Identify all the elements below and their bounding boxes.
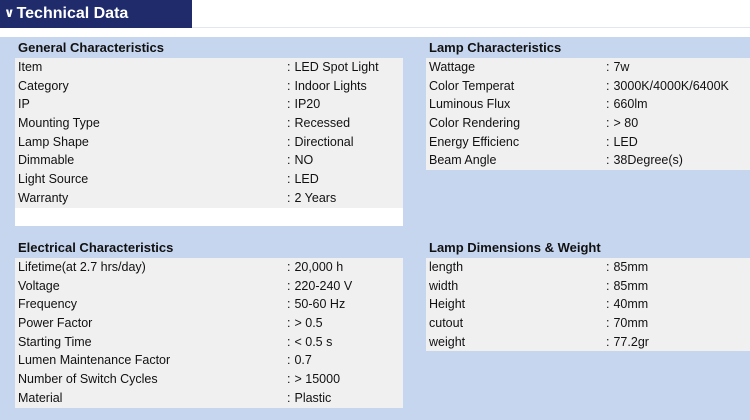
spec-row bbox=[426, 58, 750, 77]
spec-separator: : bbox=[606, 334, 610, 349]
technical-data-content bbox=[0, 37, 750, 420]
spec-label: weight bbox=[429, 334, 466, 349]
spec-label: Wattage bbox=[429, 60, 476, 74]
spec-rows bbox=[15, 258, 403, 408]
electrical-characteristics-panel bbox=[15, 239, 403, 408]
spec-row bbox=[426, 333, 750, 352]
spec-label: Energy Efficienc bbox=[429, 134, 520, 149]
spec-row bbox=[426, 133, 750, 152]
spec-value: 85mm bbox=[613, 278, 649, 293]
spec-label: Color Rendering bbox=[429, 116, 521, 131]
spec-separator: : bbox=[287, 134, 291, 149]
spec-value: > 15000 bbox=[294, 372, 341, 387]
spec-rows bbox=[426, 58, 750, 170]
panel-title: Lamp Dimensions & Weight bbox=[429, 240, 601, 255]
spec-value: IP20 bbox=[294, 97, 321, 112]
spec-separator: : bbox=[287, 353, 291, 368]
spec-label: Category bbox=[18, 78, 69, 93]
spec-separator: : bbox=[287, 172, 291, 187]
spec-row bbox=[15, 58, 403, 77]
spec-separator: : bbox=[606, 116, 610, 131]
spec-label: Dimmable bbox=[18, 153, 75, 168]
spec-value: 7w bbox=[613, 60, 630, 74]
spec-row bbox=[426, 151, 750, 170]
spec-rows bbox=[426, 258, 750, 351]
spec-value: Plastic bbox=[294, 390, 332, 405]
spec-label: length bbox=[429, 260, 464, 274]
spec-value: > 0.5 bbox=[294, 316, 323, 331]
spec-value: NO bbox=[294, 153, 314, 168]
technical-data-header[interactable] bbox=[0, 0, 192, 28]
spec-separator: : bbox=[606, 134, 610, 149]
spec-value: 38Degree(s) bbox=[613, 153, 683, 168]
spec-row bbox=[426, 277, 750, 296]
blank-row bbox=[15, 208, 403, 227]
spec-value: > 80 bbox=[613, 116, 639, 131]
lamp-dimensions-panel bbox=[426, 239, 750, 351]
spec-separator: : bbox=[606, 97, 610, 112]
spec-row bbox=[15, 133, 403, 152]
spec-row bbox=[426, 114, 750, 133]
spec-label: Power Factor bbox=[18, 316, 93, 331]
panel-title: Electrical Characteristics bbox=[18, 240, 174, 255]
spec-row bbox=[15, 170, 403, 189]
spec-label: Number of Switch Cycles bbox=[18, 372, 158, 387]
panel-title: General Characteristics bbox=[18, 40, 164, 55]
spec-separator: : bbox=[287, 334, 291, 349]
spec-label: width bbox=[429, 278, 459, 293]
spec-label: cutout bbox=[429, 316, 464, 331]
panel-title: Lamp Characteristics bbox=[429, 40, 562, 55]
spec-label: Color Temperat bbox=[429, 78, 515, 93]
spec-value: 85mm bbox=[613, 260, 649, 274]
spec-label: Starting Time bbox=[18, 334, 92, 349]
spec-separator: : bbox=[287, 78, 291, 93]
general-characteristics-panel bbox=[15, 39, 403, 226]
spec-row bbox=[15, 333, 403, 352]
spec-label: Voltage bbox=[18, 278, 60, 293]
spec-label: Lifetime(at 2.7 hrs/day) bbox=[18, 260, 146, 274]
spec-row bbox=[426, 314, 750, 333]
spec-value: LED bbox=[294, 172, 319, 187]
spec-label: Lumen Maintenance Factor bbox=[18, 353, 171, 368]
spec-row bbox=[426, 77, 750, 96]
spec-row bbox=[15, 295, 403, 314]
spec-separator: : bbox=[606, 153, 610, 168]
spec-label: Material bbox=[18, 390, 63, 405]
spec-separator: : bbox=[287, 190, 291, 205]
spec-value: < 0.5 s bbox=[294, 334, 333, 349]
spec-separator: : bbox=[287, 390, 291, 405]
spec-value: Indoor Lights bbox=[294, 78, 367, 93]
spec-value: 3000K/4000K/6400K bbox=[613, 78, 729, 93]
spec-row bbox=[426, 258, 750, 277]
spec-separator: : bbox=[606, 60, 610, 74]
spec-label: Beam Angle bbox=[429, 153, 497, 168]
spec-label: Item bbox=[18, 60, 43, 74]
spec-row bbox=[15, 351, 403, 370]
spec-separator: : bbox=[606, 297, 610, 312]
spec-label: Frequency bbox=[18, 297, 78, 312]
spec-row bbox=[15, 389, 403, 408]
spec-separator: : bbox=[606, 278, 610, 293]
spec-value: Recessed bbox=[294, 116, 351, 131]
spec-value: 40mm bbox=[613, 297, 649, 312]
spec-separator: : bbox=[287, 372, 291, 387]
spec-row bbox=[15, 114, 403, 133]
spec-separator: : bbox=[287, 278, 291, 293]
spec-label: Lamp Shape bbox=[18, 134, 89, 149]
spec-value: 50-60 Hz bbox=[294, 297, 346, 312]
spec-separator: : bbox=[606, 260, 610, 274]
spec-row bbox=[15, 370, 403, 389]
section-title: Technical Data bbox=[16, 5, 129, 22]
spec-row bbox=[15, 258, 403, 277]
spec-value: 70mm bbox=[613, 316, 649, 331]
header-divider bbox=[192, 27, 750, 28]
spec-row bbox=[15, 189, 403, 208]
spec-row bbox=[426, 95, 750, 114]
spec-row bbox=[15, 314, 403, 333]
spec-value: 0.7 bbox=[294, 353, 312, 368]
spec-rows bbox=[15, 58, 403, 226]
spec-row bbox=[15, 77, 403, 96]
spec-separator: : bbox=[287, 316, 291, 331]
spec-label: Height bbox=[429, 297, 466, 312]
spec-separator: : bbox=[287, 260, 291, 274]
spec-value: 2 Years bbox=[294, 190, 337, 205]
spec-value: LED Spot Light bbox=[294, 60, 379, 74]
spec-separator: : bbox=[287, 153, 291, 168]
spec-separator: : bbox=[287, 97, 291, 112]
spec-row bbox=[426, 295, 750, 314]
spec-separator: : bbox=[287, 60, 291, 74]
spec-row bbox=[15, 151, 403, 170]
spec-value: 77.2gr bbox=[613, 334, 649, 349]
spec-value: 660lm bbox=[613, 97, 648, 112]
spec-value: Directional bbox=[294, 134, 354, 149]
spec-label: IP bbox=[18, 97, 30, 112]
spec-separator: : bbox=[606, 316, 610, 331]
lamp-characteristics-panel bbox=[426, 39, 750, 170]
spec-value: LED bbox=[613, 134, 638, 149]
spec-label: Light Source bbox=[18, 172, 89, 187]
spec-label: Warranty bbox=[18, 190, 69, 205]
spec-value: 220-240 V bbox=[294, 278, 353, 293]
spec-value: 20,000 h bbox=[294, 260, 344, 274]
spec-row bbox=[15, 95, 403, 114]
chevron-down-icon: ∨ bbox=[4, 5, 15, 20]
spec-separator: : bbox=[287, 297, 291, 312]
spec-label: Mounting Type bbox=[18, 116, 100, 131]
spec-separator: : bbox=[287, 116, 291, 131]
spec-label: Luminous Flux bbox=[429, 97, 511, 112]
spec-row bbox=[15, 277, 403, 296]
spec-separator: : bbox=[606, 78, 610, 93]
